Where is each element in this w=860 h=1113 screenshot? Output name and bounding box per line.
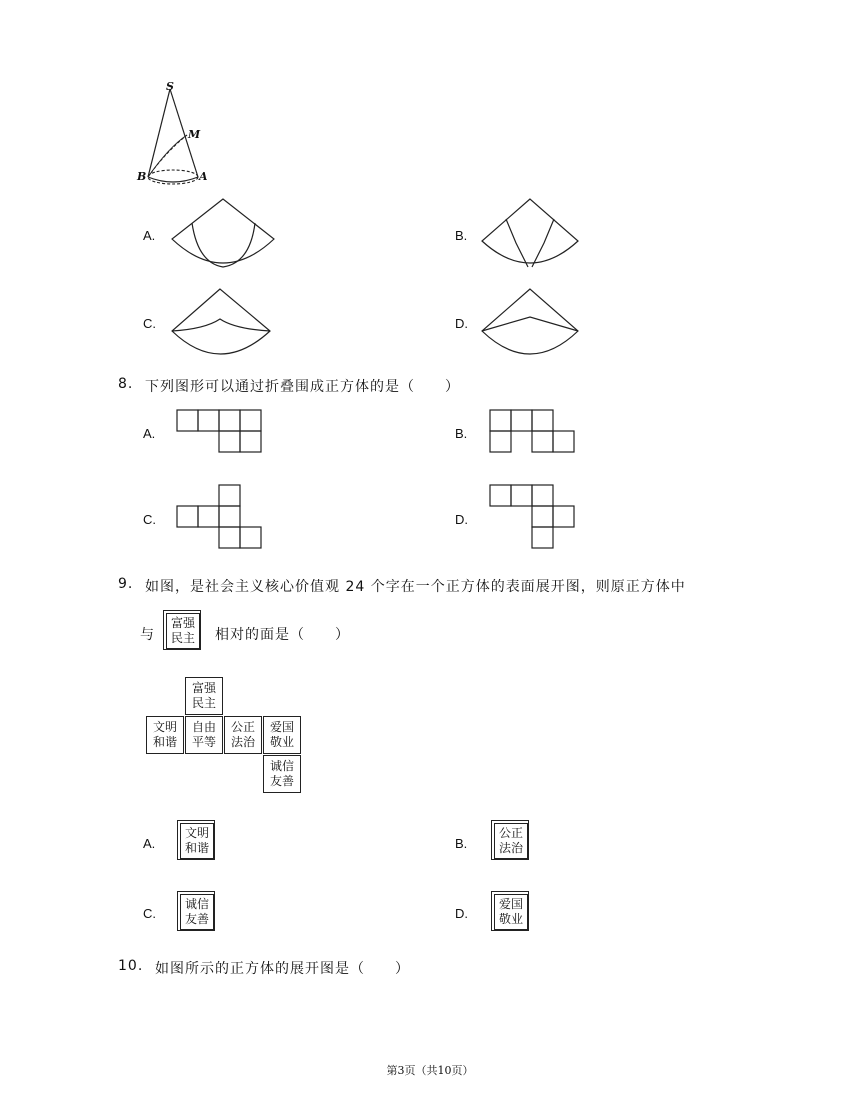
label-m: M bbox=[188, 128, 201, 141]
page-footer: 第3页（共10页） bbox=[386, 1064, 474, 1077]
label-s: S bbox=[166, 80, 174, 93]
q9-inline-face bbox=[163, 610, 201, 650]
net-face-chengxin: 诚信 友善 bbox=[263, 755, 301, 793]
q7-option-c-sector[interactable] bbox=[170, 287, 280, 359]
q10-number: 10. bbox=[118, 958, 144, 974]
q10-question-text: 如图所示的正方体的展开图是（ ） bbox=[155, 961, 410, 977]
q8-option-c-label[interactable]: C. bbox=[143, 512, 156, 527]
q7-option-a-label[interactable]: A. bbox=[143, 228, 156, 243]
q9-option-d-label[interactable]: D. bbox=[455, 906, 468, 921]
net-face-fuqiang: 富强 民主 bbox=[185, 677, 223, 715]
q9-option-a-label[interactable]: A. bbox=[143, 836, 156, 851]
q8-number: 8. bbox=[118, 376, 134, 392]
net-face-ziyou: 自由 平等 bbox=[185, 716, 223, 754]
q9-option-b-label[interactable]: B. bbox=[455, 836, 468, 851]
q9-prefix: 与 bbox=[140, 627, 155, 643]
q9-option-b-box[interactable]: 公正 法治 bbox=[491, 820, 529, 860]
q7-option-b-sector[interactable] bbox=[480, 197, 590, 269]
q7-option-c-label[interactable]: C. bbox=[143, 316, 156, 331]
q7-option-d-label[interactable]: D. bbox=[455, 316, 468, 331]
net-face-aiguo: 爱国 敬业 bbox=[263, 716, 301, 754]
net-face-wenming: 文明 和谐 bbox=[146, 716, 184, 754]
q9-question-text: 如图，是社会主义核心价值观 24 个字在一个正方体的表面展开图，则原正方体中 bbox=[145, 579, 686, 595]
label-b: B bbox=[137, 170, 147, 183]
q9-option-c-label[interactable]: C. bbox=[143, 906, 156, 921]
q8-option-b-net[interactable] bbox=[490, 410, 582, 456]
q8-option-d-label[interactable]: D. bbox=[455, 512, 468, 527]
label-a: A bbox=[199, 170, 208, 183]
q8-question-text: 下列图形可以通过折叠围成正方体的是（ ） bbox=[145, 379, 460, 395]
q9-number: 9. bbox=[118, 576, 134, 592]
q9-option-d-box[interactable]: 爱国 敬业 bbox=[491, 891, 529, 931]
q8-option-a-label[interactable]: A. bbox=[143, 426, 156, 441]
q9-option-c-box[interactable]: 诚信 友善 bbox=[177, 891, 215, 931]
q7-option-a-sector[interactable] bbox=[170, 197, 280, 269]
q9-suffix: 相对的面是（ ） bbox=[215, 627, 350, 643]
q8-option-c-net[interactable] bbox=[177, 485, 267, 555]
inline-face-line1: 富强 bbox=[170, 616, 195, 630]
q7-option-b-label[interactable]: B. bbox=[455, 228, 468, 243]
q8-option-d-net[interactable] bbox=[490, 485, 582, 555]
q9-option-a-box[interactable]: 文明 和谐 bbox=[177, 820, 215, 860]
q7-option-d-sector[interactable] bbox=[480, 287, 590, 359]
net-face-gongzheng: 公正 法治 bbox=[224, 716, 262, 754]
inline-face-line2: 民主 bbox=[170, 631, 195, 645]
q8-option-a-net[interactable] bbox=[177, 410, 267, 456]
cone-figure bbox=[135, 75, 225, 185]
q8-option-b-label[interactable]: B. bbox=[455, 426, 468, 441]
